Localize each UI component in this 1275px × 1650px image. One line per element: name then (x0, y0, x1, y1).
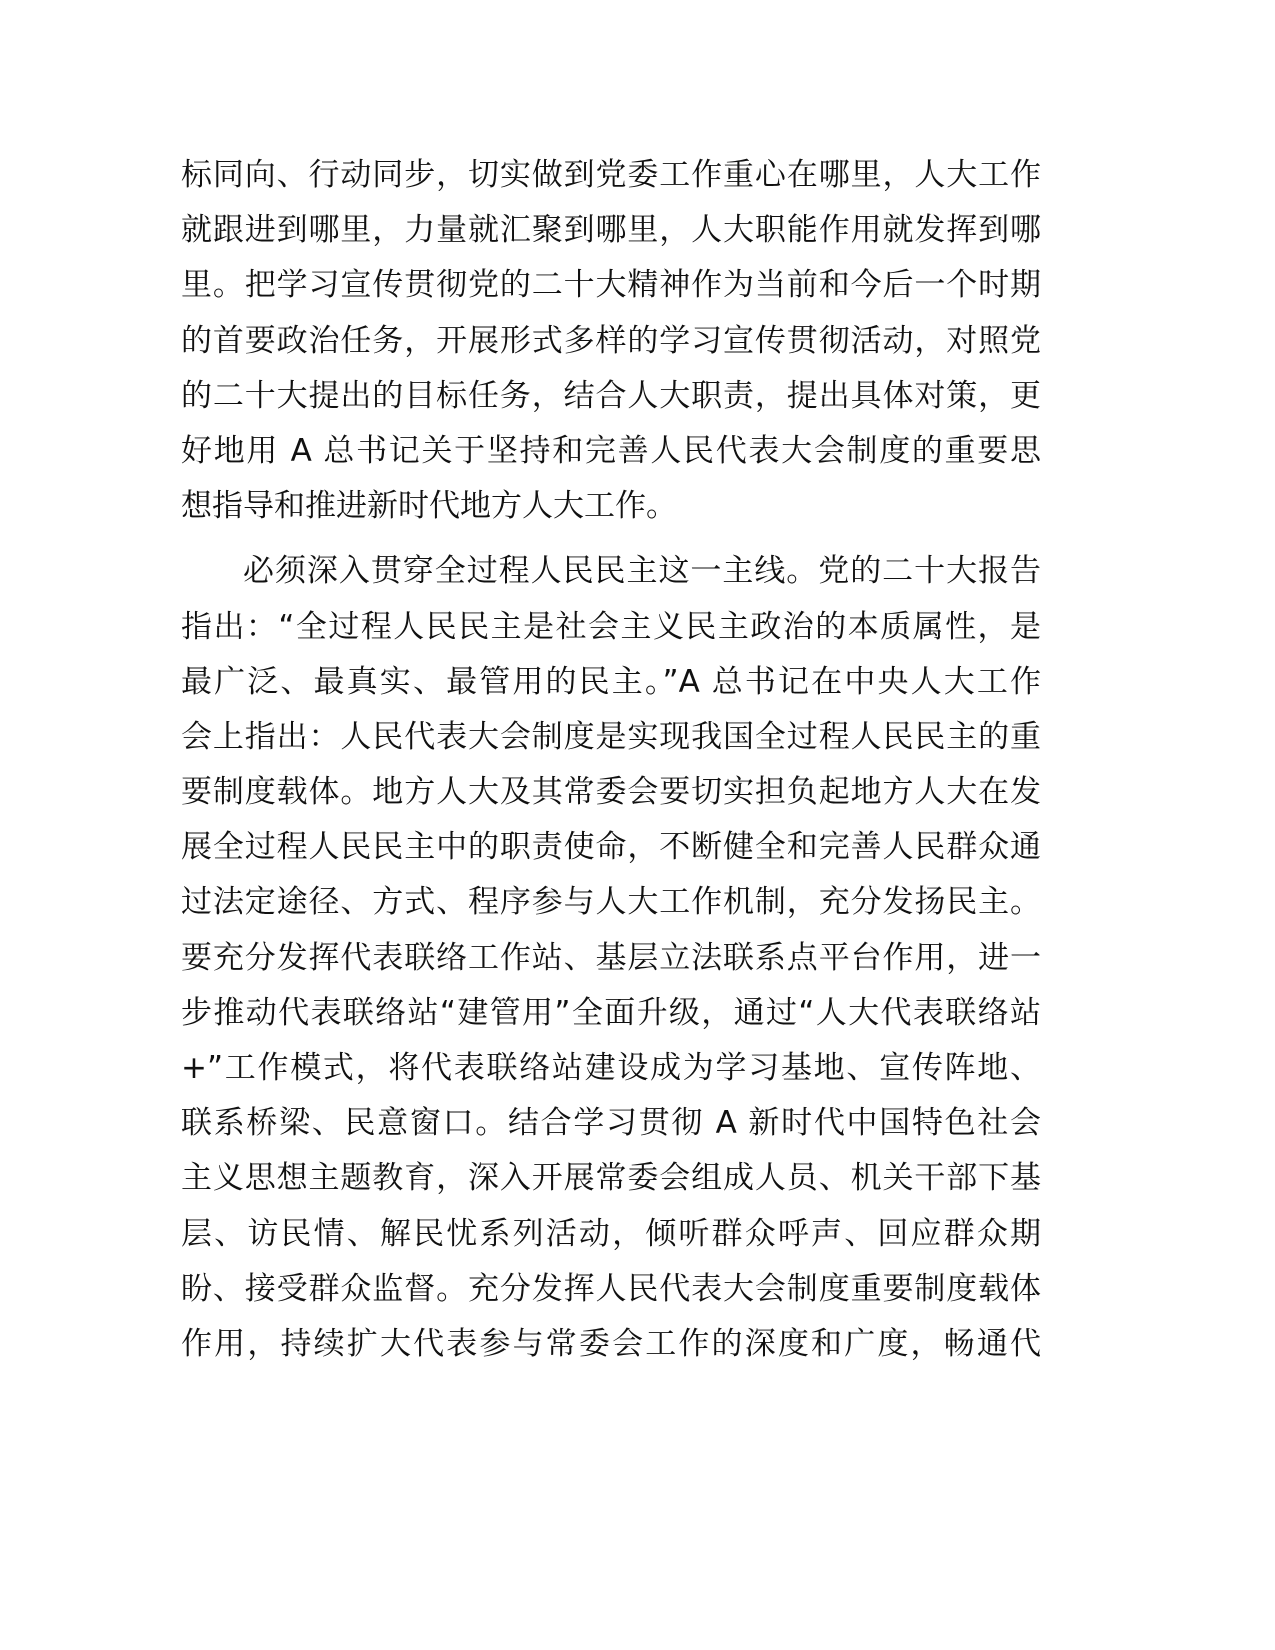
document-body (181, 148, 1041, 1372)
paragraph-spacer (181, 534, 1041, 544)
text-line: 里。把学习宣传贯彻党的二十大精神作为当前和今后一个时期 (181, 267, 1041, 304)
text-line: 要充分发挥代表联络工作站、基层立法联系点平台作用，进一 (181, 939, 1041, 976)
text-line: 的二十大提出的目标任务，结合人大职责，提出具体对策，更 (181, 377, 1041, 414)
text-line: 主义思想主题教育，深入开展常委会组成人员、机关干部下基 (181, 1160, 1041, 1197)
text-line: 最广泛、最真实、最管用的民主。”A 总书记在中央人大工作 (181, 663, 1041, 700)
paragraph-1 (181, 148, 1041, 534)
paragraph-2 (181, 544, 1041, 1372)
text-line: +”工作模式，将代表联络站建设成为学习基地、宣传阵地、 (181, 1050, 1041, 1086)
text-line: 标同向、行动同步，切实做到党委工作重心在哪里，人大工作 (181, 157, 1041, 193)
text-line: 展全过程人民民主中的职责使命，不断健全和完善人民群众通 (181, 829, 1041, 866)
text-line: 要制度载体。地方人大及其常委会要切实担负起地方人大在发 (181, 774, 1041, 811)
text-line: 作用，持续扩大代表参与常委会工作的深度和广度，畅通代 (181, 1325, 1041, 1362)
text-line: 层、访民情、解民忧系列活动，倾听群众呼声、回应群众期 (181, 1215, 1041, 1252)
text-line: 过法定途径、方式、程序参与人大工作机制，充分发扬民主。 (181, 884, 1041, 921)
text-line: 好地用 A 总书记关于坚持和完善人民代表大会制度的重要思 (181, 432, 1041, 469)
text-line: 指出：“全过程人民民主是社会主义民主政治的本质属性，是 (181, 608, 1041, 645)
text-line: 就跟进到哪里，力量就汇聚到哪里，人大职能作用就发挥到哪 (181, 212, 1041, 249)
text-line: 会上指出：人民代表大会制度是实现我国全过程人民民主的重 (181, 718, 1041, 755)
text-line: 的首要政治任务，开展形式多样的学习宣传贯彻活动，对照党 (181, 322, 1041, 359)
text-line: 想指导和推进新时代地方人大工作。 (181, 488, 677, 525)
text-line: 步推动代表联络站“建管用”全面升级，通过“人大代表联络站 (181, 994, 1041, 1031)
text-line: 必须深入贯穿全过程人民民主这一主线。党的二十大报告 (243, 553, 1041, 590)
text-line: 盼、接受群众监督。充分发挥人民代表大会制度重要制度载体 (181, 1270, 1041, 1307)
text-line: 联系桥梁、民意窗口。结合学习贯彻 A 新时代中国特色社会 (181, 1105, 1041, 1142)
